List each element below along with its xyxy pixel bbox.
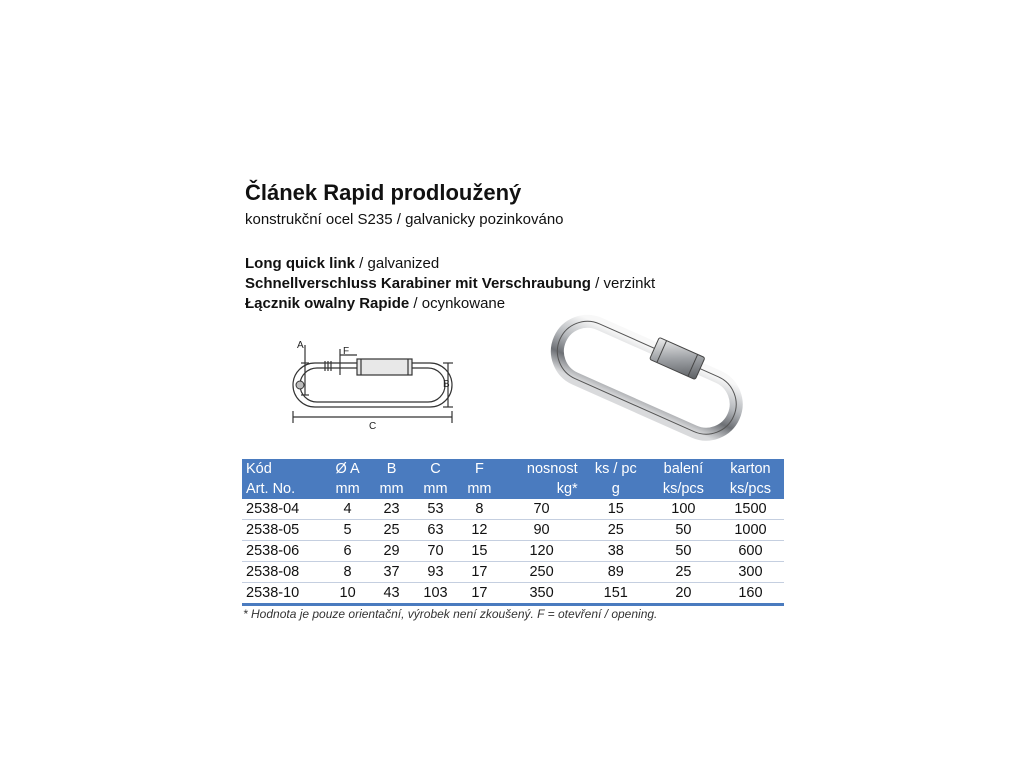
cell-b: 37	[370, 562, 414, 583]
col-c: C	[414, 459, 458, 479]
cell-b: 29	[370, 541, 414, 562]
cell-pack: 25	[650, 562, 717, 583]
unit-load: kg*	[501, 479, 581, 499]
cell-pack: 100	[650, 499, 717, 520]
cell-load: 250	[501, 562, 581, 583]
cell-f: 17	[457, 562, 501, 583]
cell-carton: 1500	[717, 499, 784, 520]
table-row	[242, 499, 784, 520]
cell-f: 17	[457, 583, 501, 605]
cell-b: 23	[370, 499, 414, 520]
quick-link-photo	[548, 308, 748, 443]
name-german-rest: / verzinkt	[590, 275, 656, 292]
name-polish-rest: / ocynkowane	[409, 295, 506, 312]
table-header-units-row	[242, 479, 784, 499]
name-german-bold: Schnellverschluss Karabiner mit Verschraubung	[245, 275, 591, 292]
cell-diameter-a: 8	[326, 562, 370, 583]
table-row	[242, 583, 784, 605]
cell-diameter-a: 6	[326, 541, 370, 562]
unit-code: Art. No.	[242, 479, 326, 499]
name-polish-bold: Łącznik owalny Rapide	[245, 295, 410, 312]
cell-carton: 160	[717, 583, 784, 605]
cell-diameter-a: 4	[326, 499, 370, 520]
diagram-label-f: F	[343, 346, 350, 357]
cell-load: 90	[501, 520, 581, 541]
table-row	[242, 562, 784, 583]
cell-pack: 50	[650, 541, 717, 562]
name-english-rest: / galvanized	[355, 255, 440, 272]
cell-code: 2538-05	[242, 520, 326, 541]
cell-weight: 38	[582, 541, 650, 562]
cell-diameter-a: 5	[326, 520, 370, 541]
name-english	[245, 255, 439, 272]
cell-weight: 151	[582, 583, 650, 605]
dimension-diagram	[285, 335, 465, 430]
cell-b: 43	[370, 583, 414, 605]
col-carton: karton	[717, 459, 784, 479]
unit-pack: ks/pcs	[650, 479, 717, 499]
name-german	[245, 275, 655, 292]
unit-c: mm	[414, 479, 458, 499]
cell-b: 25	[370, 520, 414, 541]
diagram-label-a: A	[297, 340, 304, 351]
unit-weight: g	[582, 479, 650, 499]
name-english-bold: Long quick link	[245, 255, 356, 272]
cell-code: 2538-04	[242, 499, 326, 520]
unit-carton: ks/pcs	[717, 479, 784, 499]
col-f: F	[457, 459, 501, 479]
col-b: B	[370, 459, 414, 479]
cell-carton: 600	[717, 541, 784, 562]
cell-c: 93	[414, 562, 458, 583]
cell-pack: 20	[650, 583, 717, 605]
cell-diameter-a: 10	[326, 583, 370, 605]
cell-c: 53	[414, 499, 458, 520]
cell-load: 350	[501, 583, 581, 605]
cell-weight: 15	[582, 499, 650, 520]
cell-weight: 89	[582, 562, 650, 583]
cell-load: 120	[501, 541, 581, 562]
col-weight: ks / pc	[582, 459, 650, 479]
table-row	[242, 541, 784, 562]
cell-c: 103	[414, 583, 458, 605]
cell-pack: 50	[650, 520, 717, 541]
cell-c: 70	[414, 541, 458, 562]
cell-f: 12	[457, 520, 501, 541]
cell-f: 8	[457, 499, 501, 520]
cell-weight: 25	[582, 520, 650, 541]
name-polish	[245, 295, 505, 312]
footnote: * Hodnota je pouze orientační, výrobek není zkoušený. F = otevření / opening.	[243, 607, 658, 621]
unit-diameter-a: mm	[326, 479, 370, 499]
specification-table	[242, 459, 784, 606]
product-subtitle: konstrukční ocel S235 / galvanicky pozinkováno	[245, 211, 564, 228]
table-header-row	[242, 459, 784, 479]
cell-code: 2538-10	[242, 583, 326, 605]
table-row	[242, 520, 784, 541]
unit-b: mm	[370, 479, 414, 499]
diagram-label-b: B	[443, 379, 450, 390]
cell-c: 63	[414, 520, 458, 541]
cell-load: 70	[501, 499, 581, 520]
unit-f: mm	[457, 479, 501, 499]
cell-code: 2538-08	[242, 562, 326, 583]
product-title: Článek Rapid prodloužený	[245, 180, 522, 205]
cell-code: 2538-06	[242, 541, 326, 562]
col-pack: balení	[650, 459, 717, 479]
cell-f: 15	[457, 541, 501, 562]
diagram-label-c: C	[369, 421, 377, 430]
col-load: nosnost	[501, 459, 581, 479]
cell-carton: 300	[717, 562, 784, 583]
col-diameter-a: Ø A	[326, 459, 370, 479]
col-code: Kód	[242, 459, 326, 479]
cell-carton: 1000	[717, 520, 784, 541]
